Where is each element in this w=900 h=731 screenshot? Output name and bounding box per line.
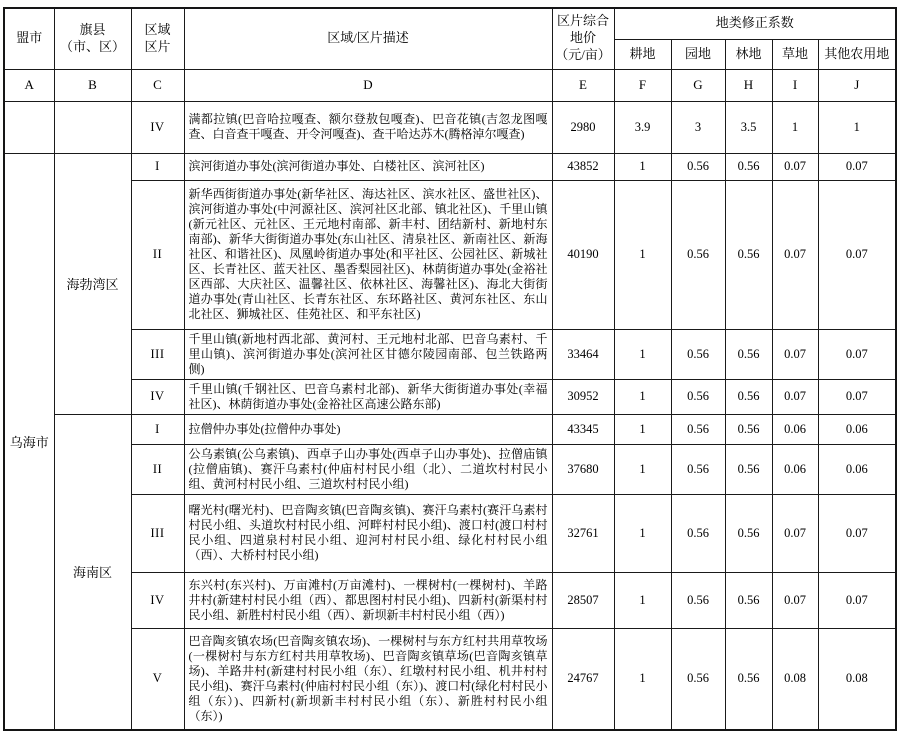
coef-other-cell: 0.07: [818, 180, 896, 329]
table-row: [4, 329, 896, 379]
col-header-forest: 林地: [725, 39, 772, 69]
coef-forest-cell: 0.56: [725, 329, 772, 379]
letter-cell-g: G: [671, 69, 725, 101]
desc-cell: 千里山镇(新地村西北部、黄河村、王元地村北部、巴音乌素村、千里山镇)、滨河街道办事处(滨河社区甘德尔陵园南部、包兰铁路两侧): [184, 329, 552, 379]
price-cell: 28507: [552, 572, 614, 628]
coef-garden-cell: 0.56: [671, 379, 725, 414]
coef-farmland-cell: 1: [614, 414, 671, 444]
price-cell: 37680: [552, 444, 614, 494]
coef-farmland-cell: 1: [614, 329, 671, 379]
price-cell: 24767: [552, 628, 614, 730]
desc-cell: 新华西街街道办事处(新华社区、海达社区、滨水社区、盛世社区)、滨河街道办事处(中河源社区、滨河社区北部、镇北社区)、千里山镇(新元社区、元社区、王元地村南部、新丰村、团结新村、新地村东南部)、新华大街街道办事处(东山社区、清泉社区、新南社区、新海社区、和谐社区)、凤凰岭街道办事处(和平社区、公园社区、新城社区、长青社区、蓝天社区、墨香梨园社区)、林荫街道办事处(金裕社区西部、大庆社区、温馨社区、依林社区、海馨社区)、海北大街街道办事处(青山社区、长青东社区、东环路社区、黄河东社区、东山北社区、狮城社区、佳苑社区、和平东社区): [184, 180, 552, 329]
letter-cell-a: A: [4, 69, 54, 101]
coef-garden-cell: 0.56: [671, 494, 725, 572]
coef-garden-cell: 0.56: [671, 572, 725, 628]
letter-cell-d: D: [184, 69, 552, 101]
col-header-zone-line2: 区片: [144, 38, 171, 54]
desc-cell: 巴音陶亥镇农场(巴音陶亥镇农场)、一棵树村与东方红村共用草牧场(一棵树村与东方红村共用草牧场)、巴音陶亥镇草场(巴音陶亥镇草场)、羊路井村(新建村村民小组（东）、红墩村村民小组、机井村村民小组)、赛汗乌素村(仲庙村村民小组（东）)、渡口村(绿化村村民小组（东）)、四新村(新坝新丰村村民小组（东）、新胜村村民小组（东）): [184, 628, 552, 730]
col-header-banner: [54, 8, 131, 69]
table-row: [4, 379, 896, 414]
price-cell: 43852: [552, 153, 614, 180]
coef-forest-cell: 0.56: [725, 180, 772, 329]
col-header-price: [552, 8, 614, 69]
coef-grass-cell: 0.06: [772, 444, 818, 494]
col-header-farmland: 耕地: [614, 39, 671, 69]
price-cell: 33464: [552, 329, 614, 379]
zone-cell: I: [131, 414, 184, 444]
table-row: [4, 444, 896, 494]
col-header-zone-line1: 区域: [144, 21, 171, 37]
col-header-price-line1: 区片综合: [556, 13, 609, 29]
price-cell: 40190: [552, 180, 614, 329]
coef-other-cell: 0.06: [818, 414, 896, 444]
col-header-garden: 园地: [671, 39, 725, 69]
price-cell: 43345: [552, 414, 614, 444]
col-header-price-line3: （元/亩）: [555, 47, 611, 63]
coef-garden-cell: 0.56: [671, 153, 725, 180]
coef-garden-cell: 0.56: [671, 180, 725, 329]
county-cell-empty: [54, 101, 131, 153]
price-cell: 32761: [552, 494, 614, 572]
coef-other-cell: 0.07: [818, 329, 896, 379]
zone-cell: II: [131, 444, 184, 494]
coef-forest-cell: 0.56: [725, 379, 772, 414]
coef-grass-cell: 0.07: [772, 180, 818, 329]
league-cell-wuhai: 乌海市: [4, 153, 54, 730]
table-row: [4, 180, 896, 329]
zone-cell: III: [131, 329, 184, 379]
letter-cell-f: F: [614, 69, 671, 101]
coef-other-cell: 1: [818, 101, 896, 153]
table-row: [4, 414, 896, 444]
table-row: [4, 494, 896, 572]
coef-garden-cell: 0.56: [671, 414, 725, 444]
coef-other-cell: 0.07: [818, 572, 896, 628]
coef-farmland-cell: 1: [614, 494, 671, 572]
coef-grass-cell: 0.07: [772, 153, 818, 180]
zone-cell: II: [131, 180, 184, 329]
price-cell: 2980: [552, 101, 614, 153]
coef-garden-cell: 3: [671, 101, 725, 153]
coef-farmland-cell: 1: [614, 180, 671, 329]
letter-cell-j: J: [818, 69, 896, 101]
coef-grass-cell: 0.07: [772, 572, 818, 628]
coef-farmland-cell: 1: [614, 444, 671, 494]
coef-forest-cell: 0.56: [725, 628, 772, 730]
col-header-coef-group: 地类修正系数: [614, 8, 896, 39]
desc-cell: 公乌素镇(公乌素镇)、西卓子山办事处(西卓子山办事处)、拉僧庙镇(拉僧庙镇)、赛汗乌素村(仲庙村村民小组（北）、二道坎村村民小组、黄河村村民小组、三道坎村村民小组): [184, 444, 552, 494]
table-row: [4, 628, 896, 730]
letter-cell-b: B: [54, 69, 131, 101]
col-header-league: 盟市: [4, 8, 54, 69]
desc-cell: 曙光村(曙光村)、巴音陶亥镇(巴音陶亥镇)、赛汗乌素村(赛汗乌素村村民小组、头道坎村村民小组、河畔村村民小组)、渡口村(渡口村村民小组、四道泉村村民小组、迎河村村民小组、绿化村村民小组（西）、大桥村村民小组): [184, 494, 552, 572]
zone-cell: V: [131, 628, 184, 730]
coef-other-cell: 0.07: [818, 153, 896, 180]
coef-grass-cell: 0.08: [772, 628, 818, 730]
table-row: [4, 101, 896, 153]
league-cell-empty: [4, 101, 54, 153]
col-header-zone: [131, 8, 184, 69]
letter-cell-i: I: [772, 69, 818, 101]
zone-cell: IV: [131, 572, 184, 628]
letter-cell-e: E: [552, 69, 614, 101]
desc-cell: 满都拉镇(巴音哈拉嘎查、额尔登敖包嘎查)、巴音花镇(吉忽龙图嘎查、白音查干嘎查、开令河嘎查)、查干哈达苏木(腾格淖尔嘎查): [184, 101, 552, 153]
zone-cell: III: [131, 494, 184, 572]
col-header-other: 其他农用地: [818, 39, 896, 69]
coef-other-cell: 0.06: [818, 444, 896, 494]
zone-cell: IV: [131, 379, 184, 414]
coef-forest-cell: 3.5: [725, 101, 772, 153]
col-header-banner-line1: 旗县: [79, 21, 106, 37]
coef-forest-cell: 0.56: [725, 572, 772, 628]
coef-grass-cell: 0.07: [772, 329, 818, 379]
zone-cell: I: [131, 153, 184, 180]
table-row: [4, 572, 896, 628]
coef-grass-cell: 1: [772, 101, 818, 153]
coef-garden-cell: 0.56: [671, 444, 725, 494]
col-header-grass: 草地: [772, 39, 818, 69]
letter-row: [4, 69, 896, 101]
coef-other-cell: 0.07: [818, 494, 896, 572]
coef-forest-cell: 0.56: [725, 414, 772, 444]
coef-forest-cell: 0.56: [725, 153, 772, 180]
coef-other-cell: 0.08: [818, 628, 896, 730]
col-header-price-line2: 地价: [569, 30, 596, 46]
coef-garden-cell: 0.56: [671, 329, 725, 379]
desc-cell: 千里山镇(千钢社区、巴音乌素村北部)、新华大街街道办事处(幸福社区)、林荫街道办事处(金裕社区高速公路东部): [184, 379, 552, 414]
zone-cell: IV: [131, 101, 184, 153]
coef-grass-cell: 0.07: [772, 379, 818, 414]
letter-cell-c: C: [131, 69, 184, 101]
coef-forest-cell: 0.56: [725, 494, 772, 572]
coef-farmland-cell: 1: [614, 628, 671, 730]
table-row: [4, 153, 896, 180]
coef-grass-cell: 0.06: [772, 414, 818, 444]
county-cell-haibowan: 海勃湾区: [54, 153, 131, 414]
coef-farmland-cell: 1: [614, 379, 671, 414]
coef-grass-cell: 0.07: [772, 494, 818, 572]
coef-farmland-cell: 3.9: [614, 101, 671, 153]
letter-cell-h: H: [725, 69, 772, 101]
desc-cell: 滨河街道办事处(滨河街道办事处、白楼社区、滨河社区): [184, 153, 552, 180]
desc-cell: 拉僧仲办事处(拉僧仲办事处): [184, 414, 552, 444]
col-header-description: 区域/区片描述: [184, 8, 552, 69]
coef-farmland-cell: 1: [614, 572, 671, 628]
price-cell: 30952: [552, 379, 614, 414]
coef-garden-cell: 0.56: [671, 628, 725, 730]
col-header-banner-line2: （市、区）: [59, 38, 125, 54]
desc-cell: 东兴村(东兴村)、万亩滩村(万亩滩村)、一棵树村(一棵树村)、羊路井村(新建村村民小组（西）、都思图村村民小组)、四新村(新渠村村民小组、新胜村村民小组（西）、新坝新丰村村民小组（西）): [184, 572, 552, 628]
land-price-table: [3, 7, 897, 731]
coef-other-cell: 0.07: [818, 379, 896, 414]
coef-farmland-cell: 1: [614, 153, 671, 180]
coef-forest-cell: 0.56: [725, 444, 772, 494]
county-cell-hainan: 海南区: [54, 414, 131, 730]
header-row-top: [4, 8, 896, 39]
